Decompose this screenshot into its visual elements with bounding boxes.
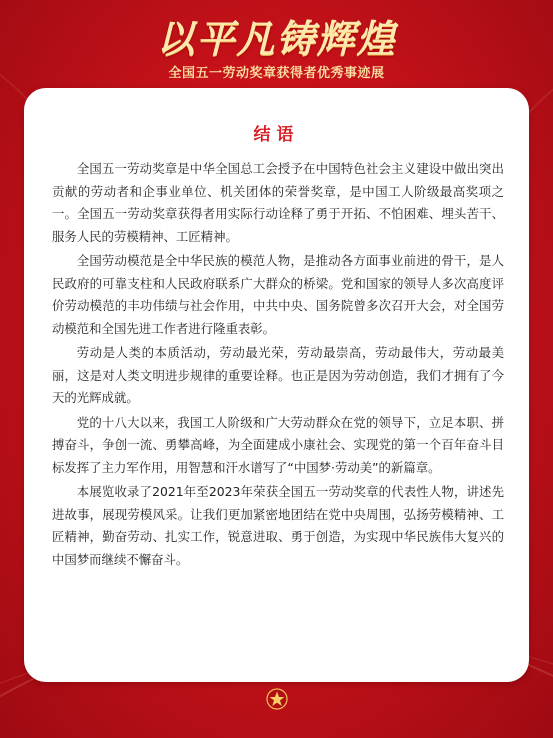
paragraph: 全国五一劳动奖章是中华全国总工会授予在中国特色社会主义建设中做出突出贡献的劳动者和企事业单位、机关团体的荣誉奖章，是中国工人阶级最高奖项之一。全国五一劳动奖章获得者用实际行动诠释了勇于开拓、不怕困难、埋头苦干、服务人民的劳模精神、工匠精神。 — [52, 161, 504, 244]
section-heading: 结语 — [253, 125, 300, 145]
paragraph: 劳动是人类的本质活动，劳动最光荣，劳动最崇高，劳动最伟大，劳动最美丽，这是对人类文明进步规律的重要诠释。也正是因为劳动创造，我们才拥有了今天的光辉成就。 — [52, 345, 504, 405]
exhibition-subtitle: 全国五一劳动奖章获得者优秀事迹展 — [168, 66, 385, 81]
paragraph: 本展览收录了2021年至2023年荣获全国五一劳动奖章的代表性人物，讲述先进故事，展现劳模风采。让我们更加紧密地团结在党中央周围，弘扬劳模精神、工匠精神，勤奋劳动、扎实工作，锐意进取、勇于创造，为实现中华民族伟大复兴的中国梦而继续不懈奋斗。 — [52, 484, 504, 567]
exhibition-title: 以平凡铸辉煌 — [156, 16, 397, 61]
header — [0, 0, 553, 92]
content-card — [24, 88, 529, 682]
body-text — [52, 158, 504, 573]
star-emblem-icon — [266, 688, 288, 710]
paragraph: 党的十八大以来，我国工人阶级和广大劳动群众在党的领导下，立足本职、拼搏奋斗，争创一流、勇攀高峰，为全面建成小康社会、实现党的第一个百年奋斗目标发挥了主力军作用，用智慧和汗水谱写了“中国梦·劳动美”的新篇章。 — [52, 414, 504, 475]
paragraph: 全国劳动模范是全中华民族的模范人物，是推动各方面事业前进的骨干，是人民政府的可靠支柱和人民政府联系广大群众的桥梁。党和国家的领导人多次高度评价劳动模范的丰功伟绩与社会作用，中共中央、国务院曾多次召开大会，对全国劳动模范和全国先进工作者进行隆重表彰。 — [52, 253, 504, 336]
